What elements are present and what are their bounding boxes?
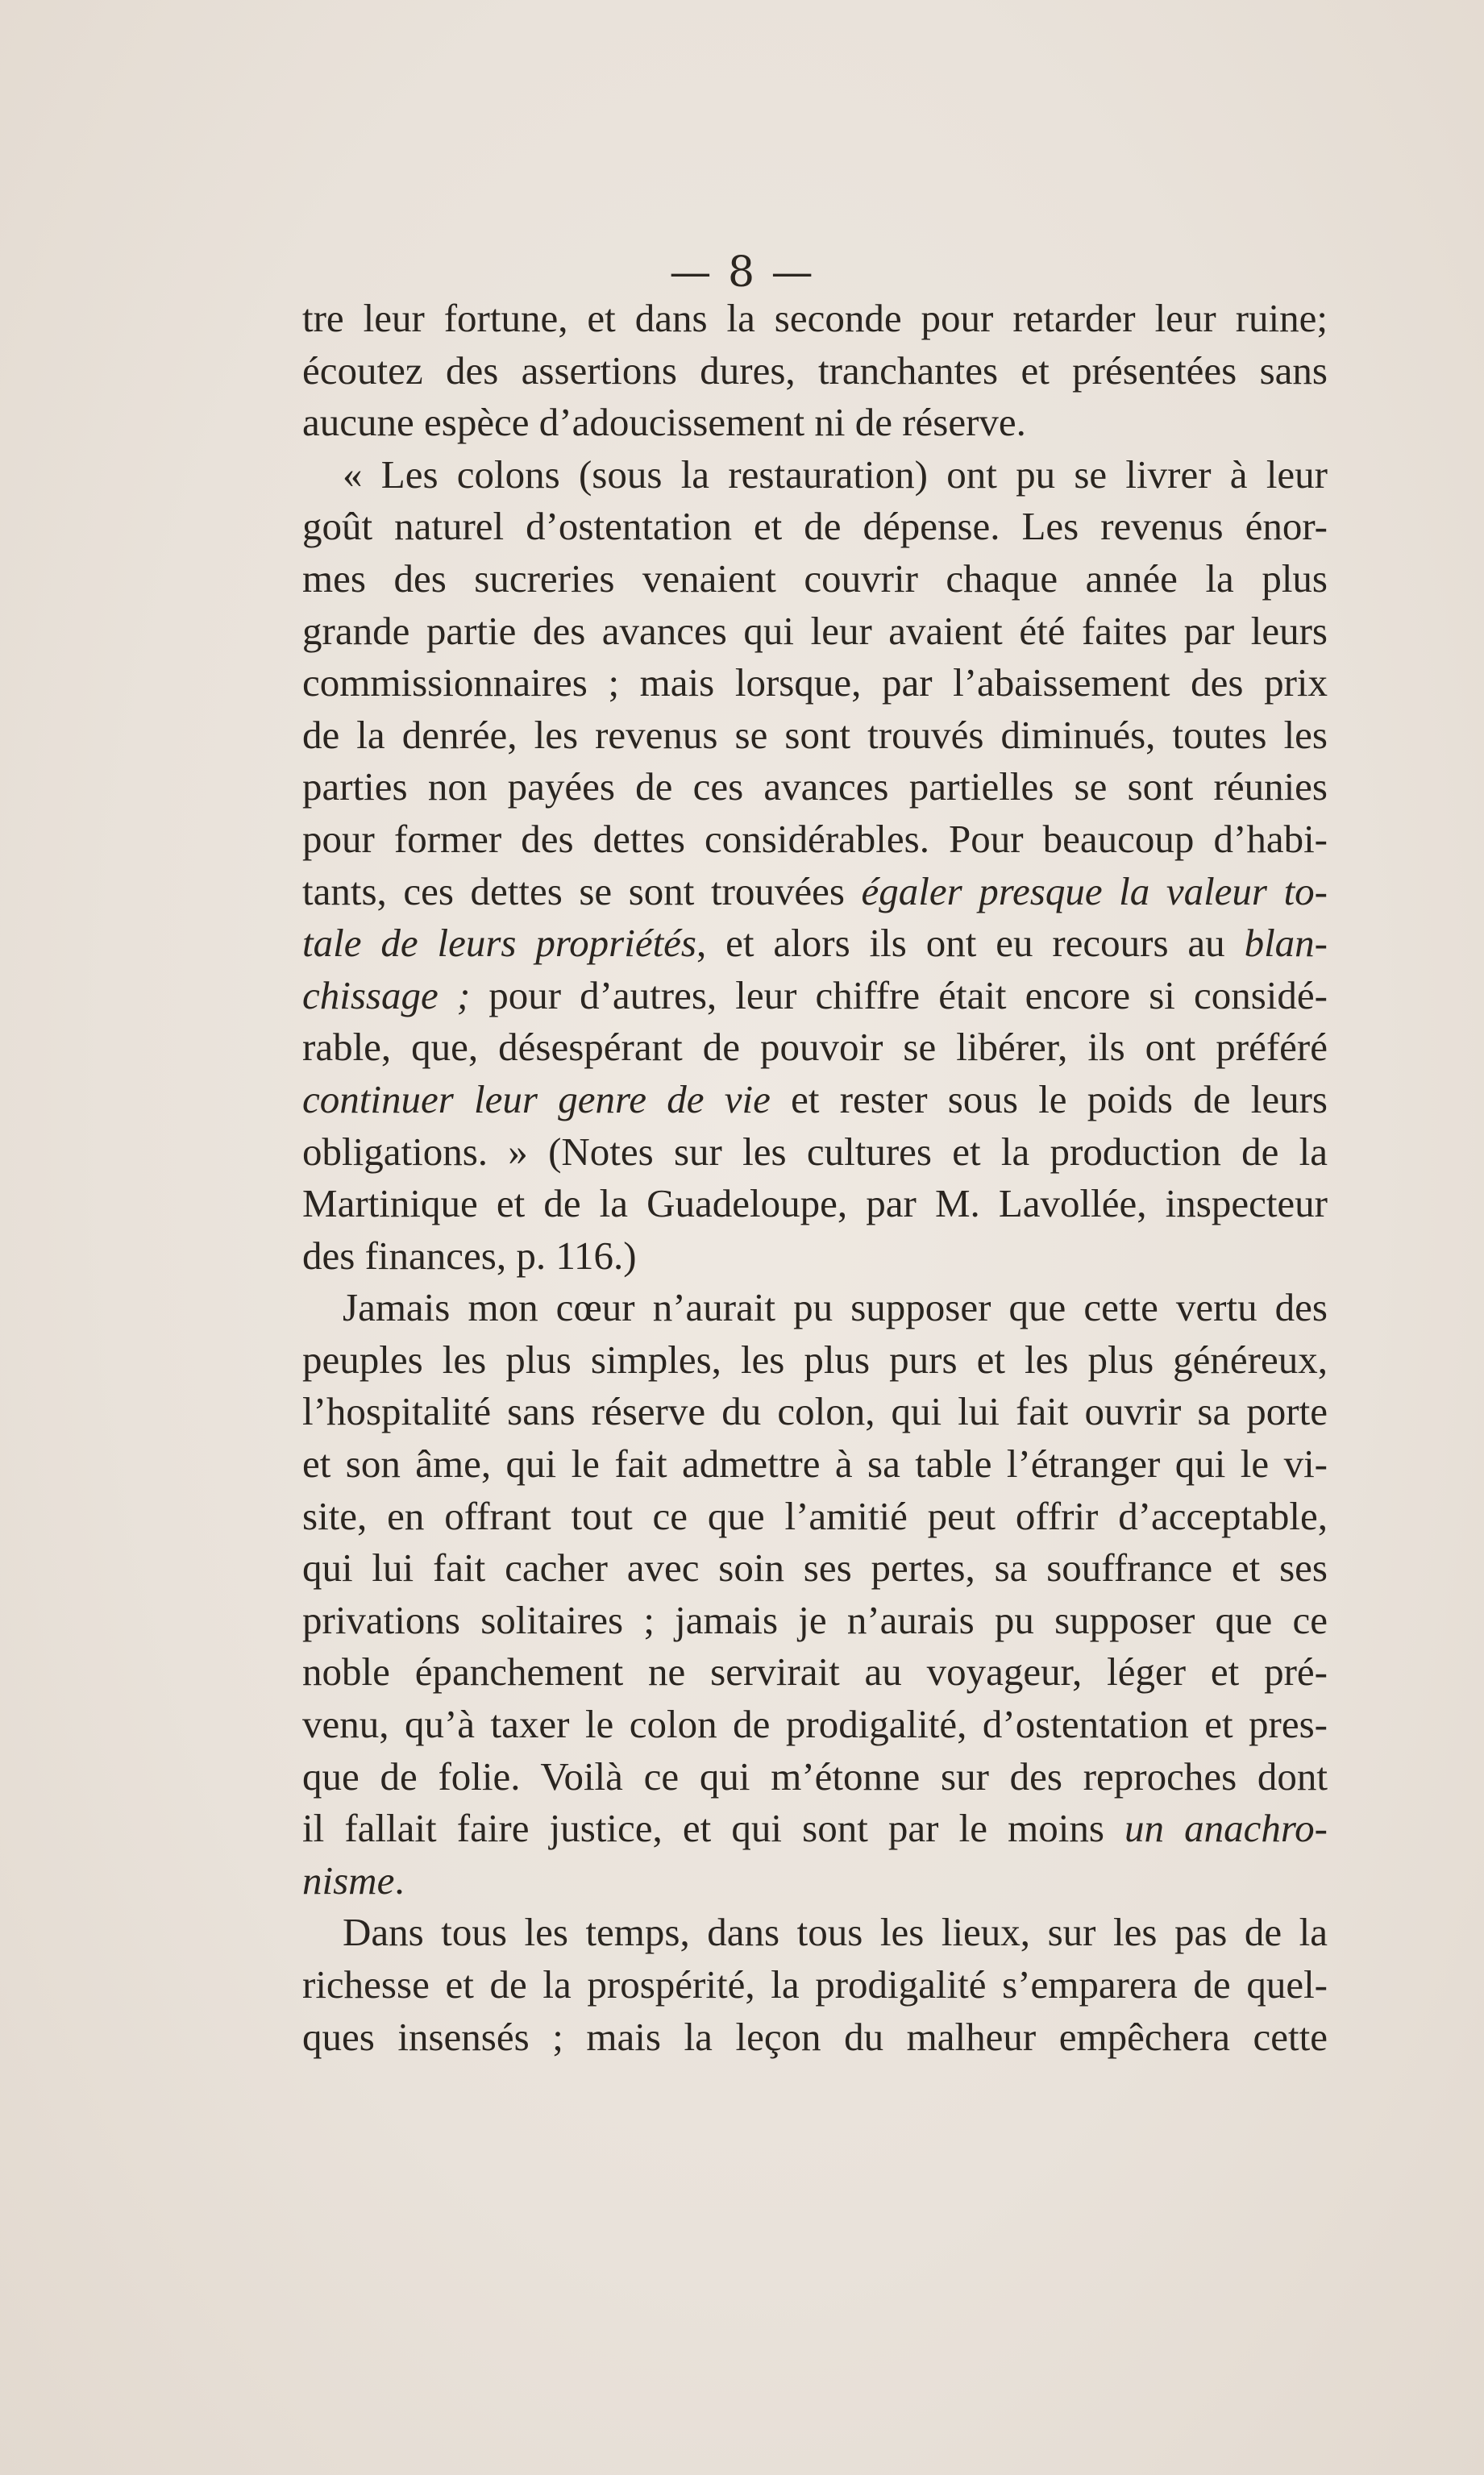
body-text (302, 293, 1328, 2063)
text-line: grande partie des avances qui leur avaient été faites par leurs (302, 608, 1328, 653)
text-line (302, 1855, 1328, 1907)
text-line: qui lui fait cacher avec soin ses pertes, sa souffrance et ses (302, 1545, 1328, 1591)
text-line: l’hospitalité sans réserve du colon, qui lui fait ouvrir sa porte (302, 1389, 1328, 1434)
text-line: que de folie. Voilà ce qui m’étonne sur des reproches dont (302, 1753, 1328, 1799)
text-line: rable, que, désespérant de pouvoir se libérer, ils ont préféré (302, 1025, 1328, 1070)
text-line: Dans tous les temps, dans tous les lieux, sur les pas de la (343, 1910, 1328, 1955)
text-line (302, 917, 1328, 970)
text-line: commissionnaires ; mais lorsque, par l’abaissement des prix (302, 660, 1328, 705)
text-line: goût naturel d’ostentation et de dépense. Les revenus énor- (302, 504, 1328, 549)
text-segment: , et alors ils ont eu recours au (696, 921, 1245, 966)
italic-segment: égaler presque la valeur to- (861, 868, 1328, 913)
text-line: et son âme, qui le fait admettre à sa table l’étranger qui le vi- (302, 1441, 1328, 1487)
text-segment: pour d’autres, leur chiffre était encore si considé- (470, 972, 1328, 1017)
italic-segment: blan- (1244, 921, 1328, 966)
text-line: venu, qu’à taxer le colon de prodigalité, d’ostentation et pres- (302, 1702, 1328, 1747)
text-line: « Les colons (sous la restauration) ont pu se livrer à leur (343, 451, 1328, 497)
text-line: noble épanchement ne servirait au voyageur, léger et pré- (302, 1649, 1328, 1695)
text-line: pour former des dettes considérables. Pour beaucoup d’habi- (302, 816, 1328, 861)
text-segment: tants, ces dettes se sont trouvées (302, 868, 862, 913)
text-line: obligations. » (Notes sur les cultures et la production de la (302, 1129, 1328, 1174)
text-line: tre leur fortune, et dans la seconde pour retarder leur ruine; (302, 296, 1328, 340)
text-line (302, 866, 1328, 918)
text-line: peuples les plus simples, les plus purs et les plus généreux, (302, 1337, 1328, 1382)
text-segment: il fallait faire justice, et qui sont par le moins (302, 1806, 1125, 1851)
page-number: — 8 — (669, 248, 815, 297)
text-line (302, 1074, 1328, 1126)
text-line: site, en offrant tout ce que l’amitié peut offrir d’acceptable, (302, 1493, 1328, 1538)
text-line: richesse et de la prospérité, la prodigalité s’emparera de quel- (302, 1962, 1328, 2007)
italic-segment: chissage ; (302, 972, 471, 1017)
text-line (302, 970, 1328, 1022)
text-line: aucune espèce d’adoucissement ni de réserve. (302, 400, 1026, 445)
text-line (302, 1803, 1328, 1855)
text-line: de la denrée, les revenus se sont trouvés diminués, toutes les (302, 712, 1328, 757)
italic-segment: un anachro- (1124, 1806, 1328, 1851)
text-segment: et rester sous le poids de leurs (770, 1076, 1328, 1121)
text-line: écoutez des assertions dures, tranchantes et présentées sans (302, 347, 1328, 393)
text-line: mes des sucreries venaient couvrir chaque année la plus (302, 555, 1328, 601)
text-line: privations solitaires ; jamais je n’aurais pu supposer que ce (302, 1597, 1328, 1642)
text-line: Martinique et de la Guadeloupe, par M. Lavollée, inspecteur (302, 1181, 1328, 1226)
italic-segment: continuer leur genre de vie (302, 1076, 771, 1121)
text-line: des finances, p. 116.) (302, 1233, 637, 1278)
text-segment: . (394, 1857, 405, 1903)
text-line: Jamais mon cœur n’aurait pu supposer que cette vertu des (343, 1285, 1328, 1330)
text-line: ques insensés ; mais la leçon du malheur empêchera cette (302, 2014, 1328, 2059)
text-line: parties non payées de ces avances partielles se sont réunies (302, 764, 1328, 809)
italic-segment: nisme (302, 1857, 395, 1903)
italic-segment: tale de leurs propriétés (302, 921, 696, 966)
